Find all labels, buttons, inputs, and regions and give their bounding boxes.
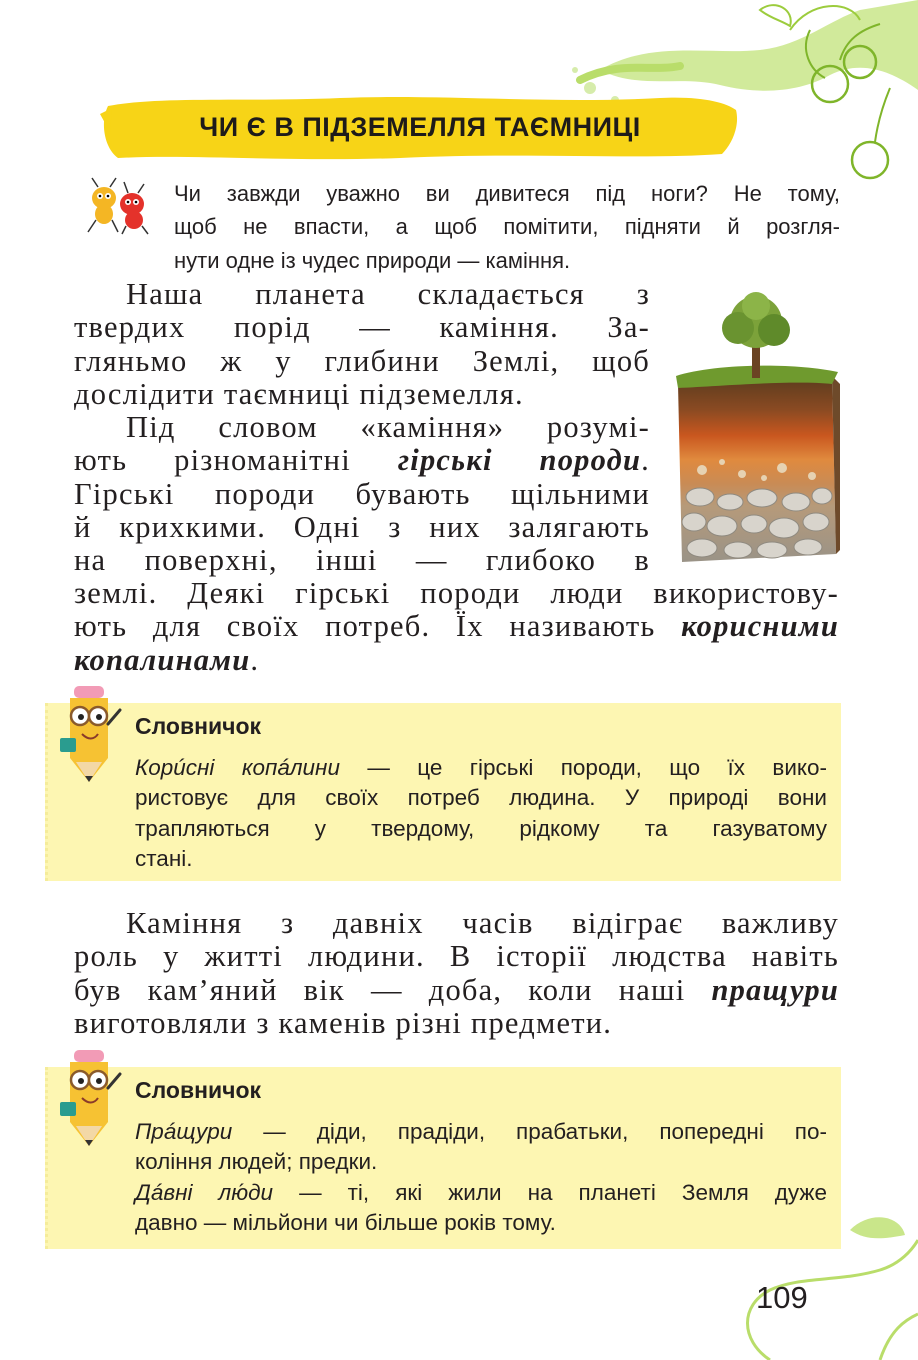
text-line: Під словом «каміння» розумі- <box>126 410 650 444</box>
term-highlight: гірські породи <box>397 443 642 478</box>
glossary-heading: Словничок <box>135 713 262 739</box>
paragraph <box>74 907 839 1040</box>
pencil-mascot-icon <box>58 1044 128 1154</box>
text-span: ють для своїх потреб. Їх називають <box>74 609 682 644</box>
text-line <box>74 974 839 1007</box>
text-line: давно — мільйони чи більше років тому. <box>135 1209 556 1235</box>
text-line <box>74 444 650 477</box>
text-line <box>135 1178 827 1208</box>
paragraph <box>74 411 650 577</box>
glossary-text <box>135 753 827 874</box>
glossary-term: Корúсні копáлини <box>135 755 340 780</box>
text-line: твердих порід — каміння. За- <box>74 310 650 345</box>
text-line <box>74 610 839 643</box>
term-highlight: копалинами <box>74 642 251 677</box>
text-span: був кам’яний вік — доба, коли наші <box>74 972 712 1007</box>
term-highlight: корисними <box>681 609 839 644</box>
text-line: виготовляли з каменів різні предмети. <box>74 1005 613 1040</box>
paragraph <box>74 278 650 411</box>
intro-line: Чи завжди уважно ви дивитеся під ноги? Не тому, <box>174 181 840 206</box>
text-span: — ті, які жили на планеті Земля дуже <box>273 1179 827 1205</box>
text-line: роль у житті людини. В історії людства навіть <box>74 939 839 974</box>
text-line: дослідити таємниці підземелля. <box>74 376 524 411</box>
page-title: ЧИ Є В ПІДЗЕМЕЛЛЯ ТАЄМНИЦІ <box>199 111 641 142</box>
text-line: стані. <box>135 845 193 871</box>
glossary-text <box>135 1117 827 1238</box>
text-line: Гірські породи бувають щільними <box>74 476 650 511</box>
text-line <box>74 644 839 677</box>
text-span: — це гірські породи, що їх вико- <box>339 755 827 780</box>
text-line: гляньмо ж у глибини Землі, щоб <box>74 343 650 378</box>
text-span: — діди, прадіди, прабатьки, попередні по- <box>232 1119 827 1144</box>
intro-text <box>174 179 840 279</box>
ants-icon <box>82 176 156 236</box>
soil-cross-section-image <box>672 292 842 567</box>
page-number: 109 <box>756 1280 808 1315</box>
text-span: ють різноманітні <box>74 443 398 478</box>
intro-line: нути одне із чудес природи — каміння. <box>174 247 571 273</box>
glossary-term: Дáвні лю́ди <box>135 1179 274 1205</box>
text-line: трапляються у твердому, рідкому та газуватому <box>135 815 827 841</box>
paragraph <box>74 577 839 677</box>
text-line <box>135 1117 827 1147</box>
text-span: . <box>641 443 650 478</box>
text-line: на поверхні, інші — глибоко в <box>74 543 650 578</box>
text-line <box>135 753 827 783</box>
glossary-term: Прáщури <box>135 1119 233 1144</box>
text-line: й крихкими. Одні з них залягають <box>74 509 650 544</box>
text-line: коління людей; предки. <box>135 1149 378 1175</box>
intro-line: щоб не впасти, а щоб помітити, підняти й розгля- <box>174 214 840 240</box>
pencil-mascot-icon <box>58 680 128 790</box>
text-line: землі. Деякі гірські породи люди використову- <box>74 576 839 610</box>
text-line: ристовує для своїх потреб людина. У природі вони <box>135 785 827 811</box>
text-span: . <box>250 642 260 677</box>
text-line: Наша планета складається з <box>126 277 650 311</box>
glossary-heading: Словничок <box>135 1077 262 1103</box>
term-highlight: пращури <box>711 972 839 1007</box>
text-line: Каміння з давніх часів відіграє важливу <box>126 906 839 940</box>
